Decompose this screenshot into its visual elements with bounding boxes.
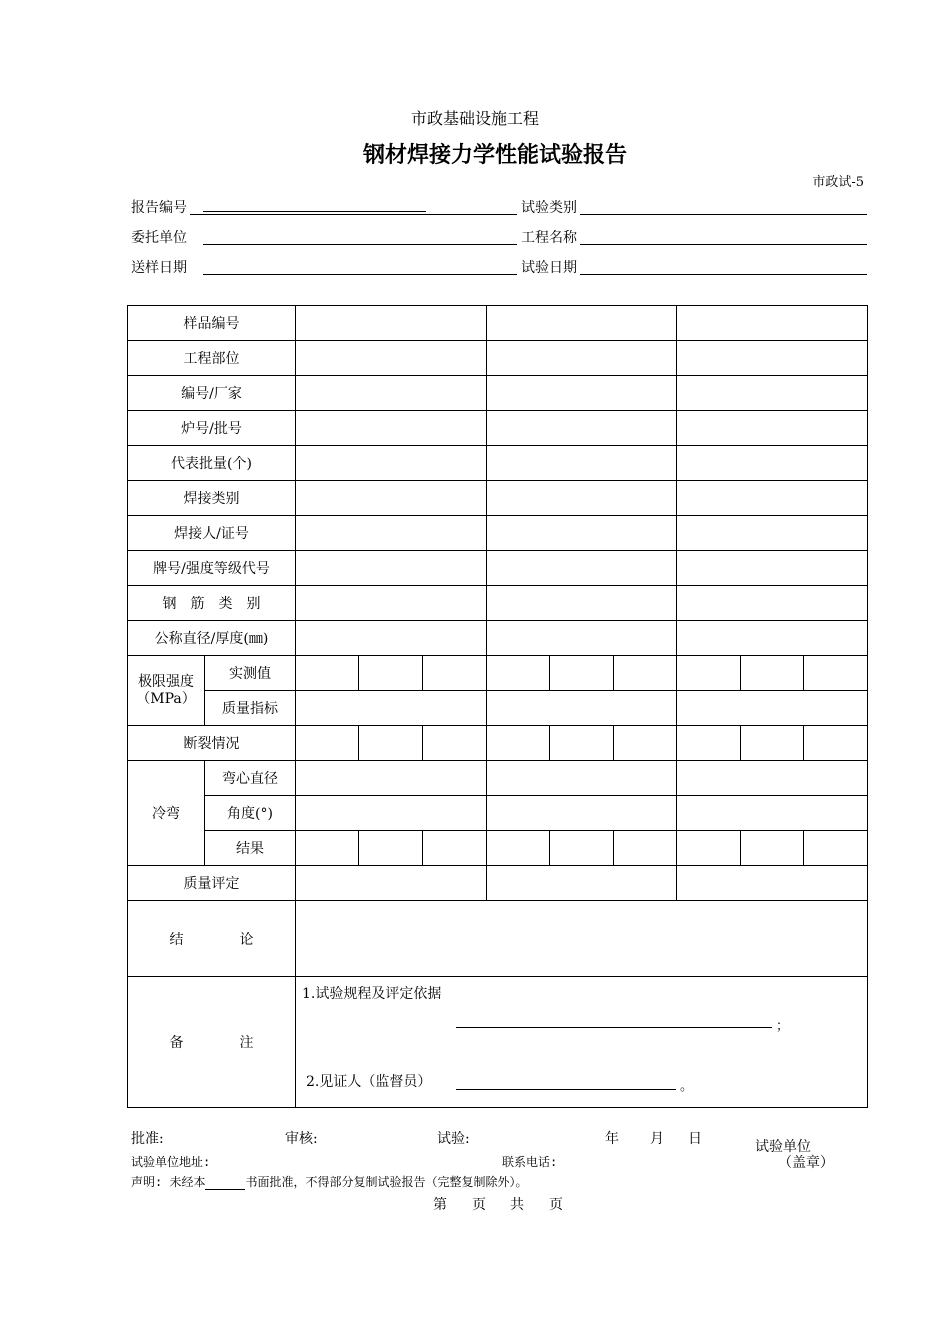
table-row [128, 621, 868, 656]
table-row [128, 586, 868, 621]
grade-code-cell[interactable] [296, 551, 487, 586]
statement [131, 1173, 527, 1190]
batch-qty-cell[interactable] [296, 446, 487, 481]
page-label-c: 共 [510, 1197, 524, 1213]
statement-blank[interactable] [205, 1189, 245, 1190]
table-row [128, 341, 868, 376]
table-row [128, 726, 868, 761]
conclusion-label: 结 论 [128, 901, 296, 977]
remark-witness-end: 。 [680, 1079, 694, 1094]
table-row [128, 796, 868, 831]
table-row [128, 376, 868, 411]
table-row [128, 901, 868, 977]
approve-label: 批准: [131, 1131, 164, 1147]
address-label: 试验单位地址: [131, 1155, 211, 1169]
conclusion-cell[interactable] [296, 901, 868, 977]
quality-eval-cell[interactable] [677, 866, 868, 901]
year-label: 年 [605, 1131, 619, 1147]
test-type-label: 试验类别 [521, 200, 577, 216]
page-label-a: 第 [433, 1197, 447, 1213]
welder-cert-cell[interactable] [296, 516, 487, 551]
quality-index-cell[interactable] [677, 691, 868, 726]
form-code: 市政试-5 [812, 175, 864, 190]
fracture-cell[interactable] [487, 726, 550, 761]
diameter-cell[interactable] [487, 621, 677, 656]
mandrel-dia-cell[interactable] [296, 761, 487, 796]
grade-code-cell[interactable] [677, 551, 868, 586]
furnace-batch-cell[interactable] [487, 411, 677, 446]
sample-no-cell[interactable] [487, 306, 677, 341]
result-cell[interactable] [359, 831, 423, 866]
sample-no-cell[interactable] [677, 306, 868, 341]
quality-index-cell[interactable] [296, 691, 487, 726]
measured-cell[interactable] [487, 656, 550, 691]
document-title: 钢材焊接力学性能试验报告 [362, 143, 627, 168]
table-row [128, 516, 868, 551]
quality-eval-cell[interactable] [487, 866, 677, 901]
report-no-field[interactable] [190, 214, 517, 215]
diameter-label: 公称直径/厚度(㎜) [128, 621, 296, 656]
table-row [128, 691, 868, 726]
bar-type-cell[interactable] [296, 586, 487, 621]
grade-code-cell[interactable] [487, 551, 677, 586]
test-label: 试验: [437, 1131, 470, 1147]
measured-cell[interactable] [741, 656, 804, 691]
result-cell[interactable] [487, 831, 550, 866]
angle-cell[interactable] [296, 796, 487, 831]
review-label: 审核: [285, 1131, 318, 1147]
results-table [127, 305, 868, 1108]
day-label: 日 [688, 1131, 702, 1147]
table-row [128, 866, 868, 901]
remark-witness-label: 2.见证人（监督员） [306, 1074, 432, 1090]
project-part-cell[interactable] [487, 341, 677, 376]
result-cell[interactable] [550, 831, 614, 866]
measured-cell[interactable] [677, 656, 741, 691]
number-maker-cell[interactable] [487, 376, 677, 411]
mandrel-dia-cell[interactable] [487, 761, 677, 796]
angle-label: 角度(°) [205, 796, 296, 831]
remark-witness-field[interactable] [456, 1089, 676, 1090]
fracture-cell[interactable] [677, 726, 741, 761]
remark-basis-field[interactable] [456, 1027, 772, 1028]
test-type-field[interactable] [580, 214, 867, 215]
measured-label: 实测值 [205, 656, 296, 691]
bar-type-cell[interactable] [677, 586, 868, 621]
table-row [128, 411, 868, 446]
page-label-d: 页 [549, 1197, 563, 1213]
table-row [128, 656, 868, 691]
measured-cell[interactable] [359, 656, 423, 691]
batch-qty-cell[interactable] [677, 446, 868, 481]
welder-cert-cell[interactable] [677, 516, 868, 551]
test-unit-label: 试验单位 [755, 1139, 811, 1155]
fracture-cell[interactable] [423, 726, 487, 761]
furnace-batch-cell[interactable] [677, 411, 868, 446]
batch-qty-cell[interactable] [487, 446, 677, 481]
remark-basis-label: 1.试验规程及评定依据 [302, 986, 442, 1002]
welder-cert-cell[interactable] [487, 516, 677, 551]
remarks-label: 备 注 [128, 977, 296, 1108]
result-cell[interactable] [423, 831, 487, 866]
quality-eval-label: 质量评定 [128, 866, 296, 901]
table-row [128, 551, 868, 586]
angle-cell[interactable] [487, 796, 677, 831]
project-name-field[interactable] [580, 244, 867, 245]
fracture-cell[interactable] [614, 726, 677, 761]
page-label-b: 页 [472, 1197, 486, 1213]
welder-cert-label: 焊接人/证号 [128, 516, 296, 551]
sample-no-label: 样品编号 [128, 306, 296, 341]
quality-index-cell[interactable] [487, 691, 677, 726]
bar-type-label: 钢 筋 类 别 [128, 586, 296, 621]
fracture-label: 断裂情况 [128, 726, 296, 761]
client-field[interactable] [203, 244, 517, 245]
seal-label: （盖章） [778, 1155, 834, 1171]
batch-qty-label: 代表批量(个) [128, 446, 296, 481]
quality-index-label: 质量指标 [205, 691, 296, 726]
measured-cell[interactable] [296, 656, 359, 691]
fracture-cell[interactable] [359, 726, 423, 761]
table-row [128, 831, 868, 866]
table-row [128, 306, 868, 341]
client-label: 委托单位 [131, 230, 187, 246]
test-date-field[interactable] [580, 274, 867, 275]
month-label: 月 [650, 1131, 664, 1147]
project-part-label: 工程部位 [128, 341, 296, 376]
fracture-cell[interactable] [296, 726, 359, 761]
fracture-cell[interactable] [741, 726, 804, 761]
weld-type-label: 焊接类别 [128, 481, 296, 516]
test-date-label: 试验日期 [521, 260, 577, 276]
ult-strength-label: 极限强度（MPa） [128, 656, 205, 726]
table-row [128, 446, 868, 481]
weld-type-cell[interactable] [677, 481, 868, 516]
quality-eval-cell[interactable] [296, 866, 487, 901]
statement-part-a: 声明: 未经本 [131, 1175, 206, 1189]
project-part-cell[interactable] [296, 341, 487, 376]
remarks-cell[interactable] [296, 977, 868, 1108]
document-subtitle: 市政基础设施工程 [410, 109, 539, 128]
angle-cell[interactable] [677, 796, 868, 831]
fracture-cell[interactable] [550, 726, 614, 761]
project-name-label: 工程名称 [521, 230, 577, 246]
grade-code-label: 牌号/强度等级代号 [128, 551, 296, 586]
result-cell[interactable] [741, 831, 804, 866]
measured-cell[interactable] [804, 656, 868, 691]
number-maker-cell[interactable] [296, 376, 487, 411]
weld-type-cell[interactable] [296, 481, 487, 516]
number-maker-label: 编号/厂家 [128, 376, 296, 411]
result-cell[interactable] [296, 831, 359, 866]
delivery-date-label: 送样日期 [131, 260, 187, 276]
bar-type-cell[interactable] [487, 586, 677, 621]
report-no-inner-line [203, 211, 426, 212]
cold-bend-label: 冷弯 [128, 761, 205, 866]
diameter-cell[interactable] [677, 621, 868, 656]
mandrel-dia-cell[interactable] [677, 761, 868, 796]
fracture-cell[interactable] [804, 726, 868, 761]
statement-part-b: 书面批准，不得部分复制试验报告（完整复制除外）。 [245, 1175, 528, 1189]
measured-cell[interactable] [423, 656, 487, 691]
mandrel-dia-label: 弯心直径 [205, 761, 296, 796]
weld-type-cell[interactable] [487, 481, 677, 516]
furnace-batch-cell[interactable] [296, 411, 487, 446]
table-row [128, 481, 868, 516]
result-cell[interactable] [614, 831, 677, 866]
number-maker-cell[interactable] [677, 376, 868, 411]
result-cell[interactable] [677, 831, 741, 866]
measured-cell[interactable] [550, 656, 614, 691]
diameter-cell[interactable] [296, 621, 487, 656]
delivery-date-field[interactable] [203, 274, 517, 275]
result-cell[interactable] [804, 831, 868, 866]
phone-label: 联系电话: [502, 1155, 558, 1169]
table-row [128, 977, 868, 1108]
sample-no-cell[interactable] [296, 306, 487, 341]
report-no-label: 报告编号 [131, 200, 187, 216]
project-part-cell[interactable] [677, 341, 868, 376]
remark-basis-end: ； [776, 1019, 790, 1034]
furnace-batch-label: 炉号/批号 [128, 411, 296, 446]
measured-cell[interactable] [614, 656, 677, 691]
table-row [128, 761, 868, 796]
result-label: 结果 [205, 831, 296, 866]
